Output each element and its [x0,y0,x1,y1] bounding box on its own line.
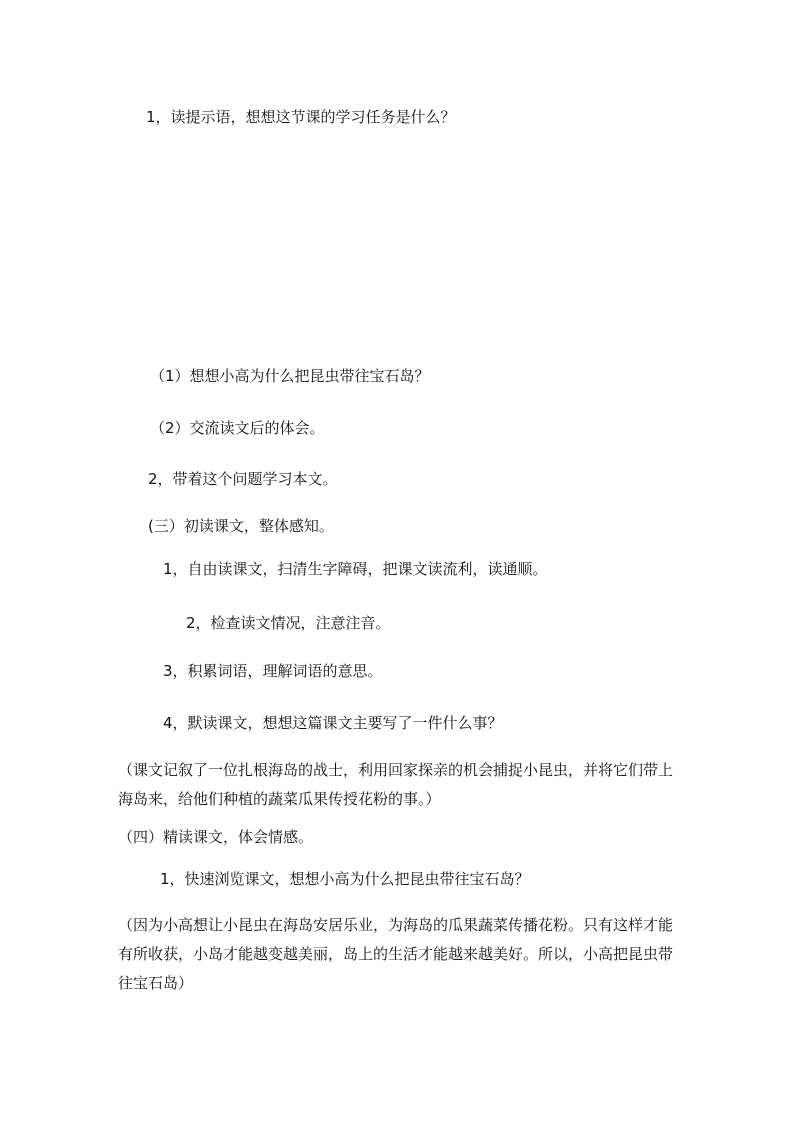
section-heading-4: （四）精读课文，体会情感。 [118,828,314,846]
answer-reason: （因为小高想让小昆虫在海岛安居乐业，为海岛的瓜果蔬菜传播花粉。只有这样才能有所收获，小岛才能越变越美丽，岛上的生活才能越来越美好。所以，小高把昆虫带往宝石岛） [118,916,674,992]
task-question-1: 1，读提示语，想想这节课的学习任务是什么？ [146,108,456,126]
step-2: 2，检查读文情况，注意注音。 [186,614,391,632]
step-1: 1，自由读课文，扫清生字障碍，把课文读流利，读通顺。 [163,560,548,578]
section-heading-3: (三）初读课文，整体感知。 [148,517,334,535]
answer-summary: （课文记叙了一位扎根海岛的战士，利用回家探亲的机会捕捉小昆虫，并将它们带上海岛来，给他们种植的蔬菜瓜果传授花粉的事。） [118,761,674,808]
step-4: 4，默读课文，想想这篇课文主要写了一件什么事？ [163,714,503,732]
step-3: 3，积累词语，理解词语的意思。 [163,662,383,680]
sub-question-2: （2）交流读文后的体会。 [150,419,325,437]
reading-question-1: 1，快速浏览课文，想想小高为什么把昆虫带往宝石岛？ [160,870,530,888]
sub-question-1: （1）想想小高为什么把昆虫带往宝石岛？ [150,367,430,385]
task-2: 2，带着这个问题学习本文。 [148,470,338,488]
